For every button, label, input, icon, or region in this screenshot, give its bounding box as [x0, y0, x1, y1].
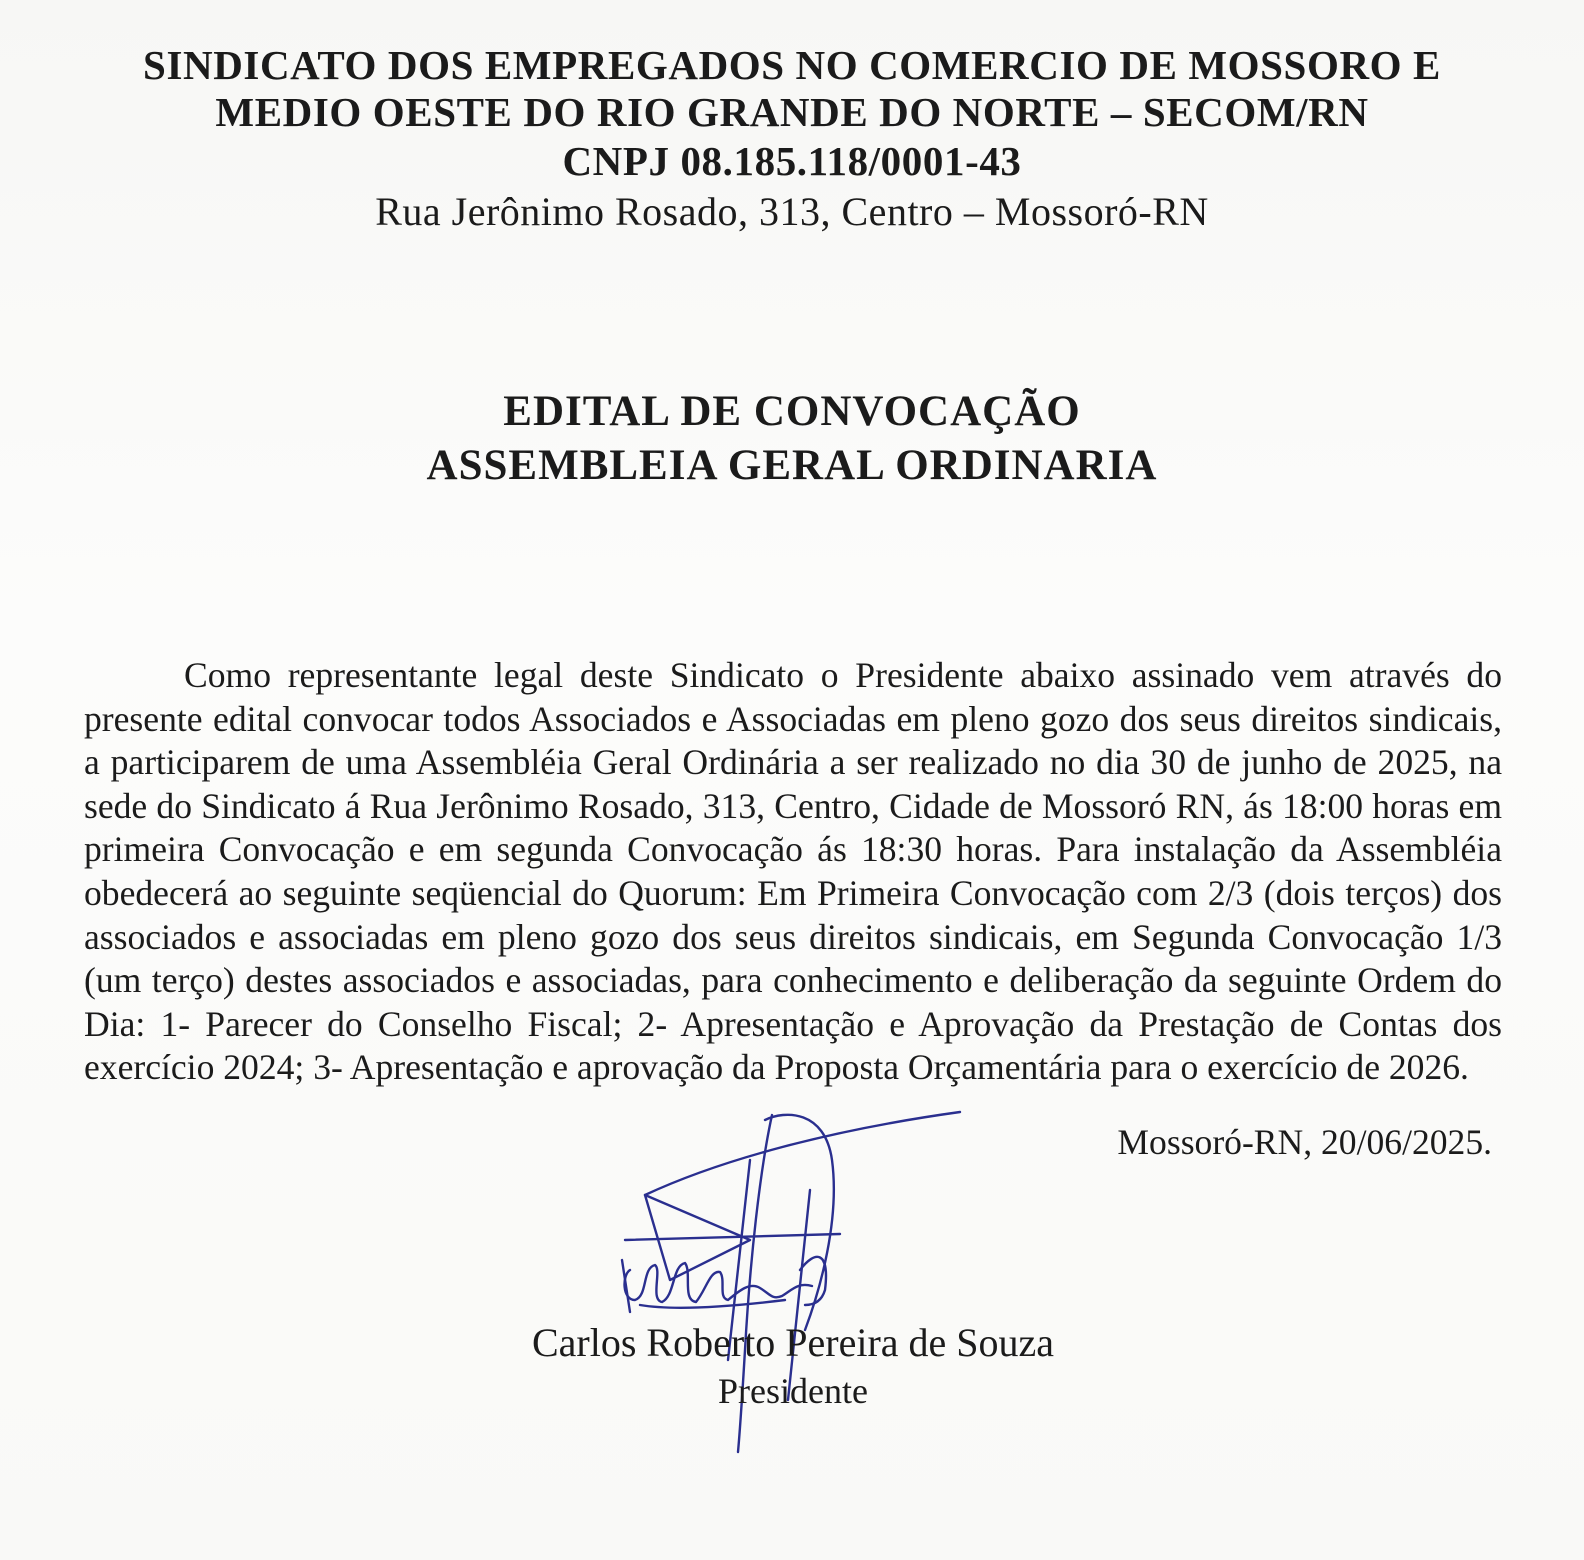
org-name-line-2: MEDIO OESTE DO RIO GRANDE DO NORTE – SECOM/RN: [215, 89, 1369, 135]
letterhead: [0, 42, 1584, 238]
signer-name: Carlos Roberto Pereira de Souza: [531, 1320, 1055, 1365]
document-title: [0, 385, 1584, 493]
title-line-1: EDITAL DE CONVOCAÇÃO: [503, 388, 1081, 435]
org-address: Rua Jerônimo Rosado, 313, Centro – Mossoró-RN: [375, 189, 1209, 234]
convocation-paragraph: Como representante legal deste Sindicato o Presidente abaixo assinado vem através do presente edital convocar todos Associados e Associadas em pleno gozo dos seus direitos sindicais, a participarem de uma Assembléia Geral Ordinária a ser realizado no dia 30 de junho de 2025, na sede do Sindicato á Rua Jerônimo Rosado, 313, Centro, Cidade de Mossoró RN, ás 18:00 horas em primeira Convocação e em segunda Convocação ás 18:30 horas. Para instalação da Assembléia obedecerá ao seguinte seqüencial do Quorum: Em Primeira Convocação com 2/3 (dois terços) dos associados e associadas em pleno gozo dos seus direitos sindicais, em Segunda Convocação 1/3 (um terço) destes associados e associadas, para conhecimento e deliberação da seguinte Ordem do Dia: 1- Parecer do Conselho Fiscal; 2- Apresentação e Aprovação da Prestação de Contas dos exercício 2024; 3- Apresentação e aprovação da Proposta Orçamentária para o exercício de 2026.: [84, 655, 1502, 1088]
signer-block: [0, 1318, 1584, 1414]
signer-role: Presidente: [718, 1371, 868, 1411]
org-cnpj: CNPJ 08.185.118/0001-43: [562, 138, 1022, 184]
title-line-2: ASSEMBLEIA GERAL ORDINARIA: [426, 442, 1158, 489]
place-and-date: Mossoró-RN, 20/06/2025.: [1117, 1122, 1492, 1162]
handwritten-signature: [600, 1100, 980, 1470]
org-name-line-1: SINDICATO DOS EMPREGADOS NO COMERCIO DE MOSSORO E: [143, 42, 1441, 88]
